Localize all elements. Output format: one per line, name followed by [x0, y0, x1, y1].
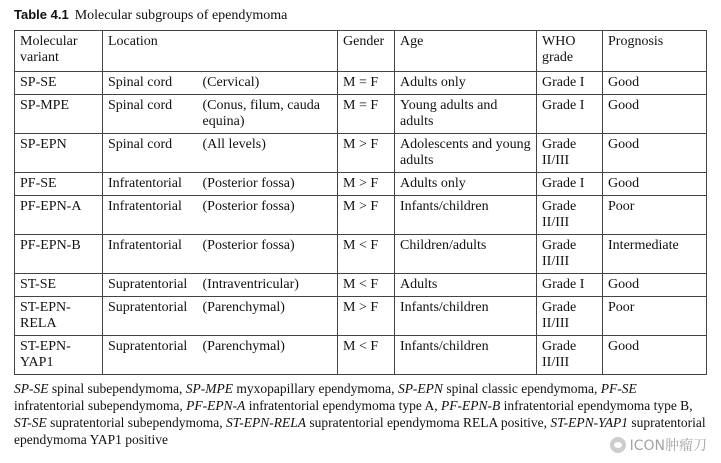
cell-who-grade: Grade I: [537, 173, 603, 196]
footnote-definition: supratentorial ependymoma YAP1 positive: [14, 415, 706, 447]
document-page: [14, 6, 710, 448]
cell-location: Infratentorial: [103, 173, 198, 196]
cell-location-detail: (Parenchymal): [198, 297, 338, 336]
footnote-abbreviation: PF-EPN-A: [186, 398, 246, 413]
cell-location: Infratentorial: [103, 196, 198, 235]
cell-age: Children/adults: [395, 235, 537, 274]
footnote-definition: myxopapillary ependymoma,: [232, 381, 398, 396]
table-caption: [14, 6, 710, 25]
cell-variant: ST-EPN-YAP1: [15, 336, 103, 375]
table-footnote: [14, 380, 706, 448]
cell-gender: M > F: [338, 196, 395, 235]
cell-location-detail: (Posterior fossa): [198, 196, 338, 235]
cell-location-detail: (Parenchymal): [198, 336, 338, 375]
table-header-row: [15, 31, 707, 72]
cell-gender: M = F: [338, 72, 395, 95]
cell-location-detail: (Posterior fossa): [198, 173, 338, 196]
table-row: [15, 336, 707, 375]
cell-location: Supratentorial: [103, 274, 198, 297]
cell-prognosis: Intermediate: [603, 235, 707, 274]
footnote-definition: spinal subependymoma,: [48, 381, 186, 396]
cell-age: Young adults and adults: [395, 95, 537, 134]
cell-location: Spinal cord: [103, 72, 198, 95]
cell-age: Adolescents and young adults: [395, 134, 537, 173]
cell-location: Infratentorial: [103, 235, 198, 274]
footnote-abbreviation: ST-EPN-YAP1: [550, 415, 628, 430]
cell-variant: SP-SE: [15, 72, 103, 95]
cell-prognosis: Good: [603, 72, 707, 95]
footnote-abbreviation: ST-EPN-RELA: [225, 415, 306, 430]
cell-prognosis: Poor: [603, 297, 707, 336]
cell-gender: M < F: [338, 235, 395, 274]
header-variant: Molecular variant: [15, 31, 103, 72]
header-who-grade: WHO grade: [537, 31, 603, 72]
cell-prognosis: Good: [603, 336, 707, 375]
cell-variant: PF-SE: [15, 173, 103, 196]
cell-who-grade: Grade II/III: [537, 134, 603, 173]
cell-gender: M = F: [338, 95, 395, 134]
footnote-abbreviation: SP-SE: [14, 381, 49, 396]
footnote-definition: infratentorial ependymoma type B,: [500, 398, 693, 413]
cell-who-grade: Grade I: [537, 274, 603, 297]
cell-location: Supratentorial: [103, 297, 198, 336]
cell-variant: PF-EPN-B: [15, 235, 103, 274]
cell-who-grade: Grade II/III: [537, 196, 603, 235]
footnote-definition: supratentorial subependymoma,: [46, 415, 226, 430]
cell-location-detail: (Posterior fossa): [198, 235, 338, 274]
footnote-definition: spinal classic ependymoma,: [442, 381, 601, 396]
cell-age: Adults only: [395, 72, 537, 95]
cell-who-grade: Grade II/III: [537, 235, 603, 274]
table-label: Table 4.1: [14, 7, 69, 22]
table-row: [15, 134, 707, 173]
footnote-abbreviation: SP-MPE: [185, 381, 233, 396]
cell-age: Infants/children: [395, 297, 537, 336]
cell-prognosis: Good: [603, 95, 707, 134]
footnote-abbreviation: ST-SE: [14, 415, 47, 430]
table-row: [15, 297, 707, 336]
cell-location: Supratentorial: [103, 336, 198, 375]
table-row: [15, 72, 707, 95]
cell-location: Spinal cord: [103, 95, 198, 134]
footnote-definition: supratentorial ependymoma RELA positive,: [305, 415, 551, 430]
cell-location-detail: (All levels): [198, 134, 338, 173]
table-row: [15, 173, 707, 196]
cell-variant: PF-EPN-A: [15, 196, 103, 235]
header-prognosis: Prognosis: [603, 31, 707, 72]
footnote-abbreviation: PF-SE: [600, 381, 637, 396]
cell-prognosis: Good: [603, 134, 707, 173]
cell-gender: M < F: [338, 274, 395, 297]
cell-gender: M > F: [338, 134, 395, 173]
cell-location: Spinal cord: [103, 134, 198, 173]
cell-variant: ST-SE: [15, 274, 103, 297]
wechat-icon: [610, 437, 626, 453]
table-row: [15, 235, 707, 274]
cell-gender: M < F: [338, 336, 395, 375]
header-location: Location: [103, 31, 338, 72]
table-row: [15, 196, 707, 235]
ependymoma-table: [14, 30, 707, 375]
cell-variant: SP-MPE: [15, 95, 103, 134]
cell-age: Infants/children: [395, 196, 537, 235]
cell-location-detail: (Intraventricular): [198, 274, 338, 297]
cell-location-detail: (Conus, filum, cauda equina): [198, 95, 338, 134]
cell-prognosis: Good: [603, 274, 707, 297]
cell-age: Infants/children: [395, 336, 537, 375]
table-title: Molecular subgroups of ependymoma: [74, 8, 288, 23]
footnote-definition: infratentorial subependymoma,: [14, 398, 187, 413]
footnote-abbreviation: PF-EPN-B: [441, 398, 501, 413]
cell-gender: M > F: [338, 297, 395, 336]
table-row: [15, 95, 707, 134]
cell-variant: SP-EPN: [15, 134, 103, 173]
header-gender: Gender: [338, 31, 395, 72]
watermark: [610, 435, 707, 455]
footnote-abbreviation: SP-EPN: [397, 381, 443, 396]
table-body: [15, 72, 707, 375]
cell-who-grade: Grade II/III: [537, 336, 603, 375]
cell-location-detail: (Cervical): [198, 72, 338, 95]
cell-prognosis: Good: [603, 173, 707, 196]
cell-prognosis: Poor: [603, 196, 707, 235]
cell-who-grade: Grade I: [537, 72, 603, 95]
watermark-text: ICON肿瘤刀: [629, 438, 707, 454]
table-row: [15, 274, 707, 297]
cell-gender: M > F: [338, 173, 395, 196]
cell-who-grade: Grade II/III: [537, 297, 603, 336]
cell-age: Adults only: [395, 173, 537, 196]
header-age: Age: [395, 31, 537, 72]
cell-who-grade: Grade I: [537, 95, 603, 134]
footnote-definition: infratentorial ependymoma type A,: [245, 398, 442, 413]
cell-variant: ST-EPN-RELA: [15, 297, 103, 336]
cell-age: Adults: [395, 274, 537, 297]
